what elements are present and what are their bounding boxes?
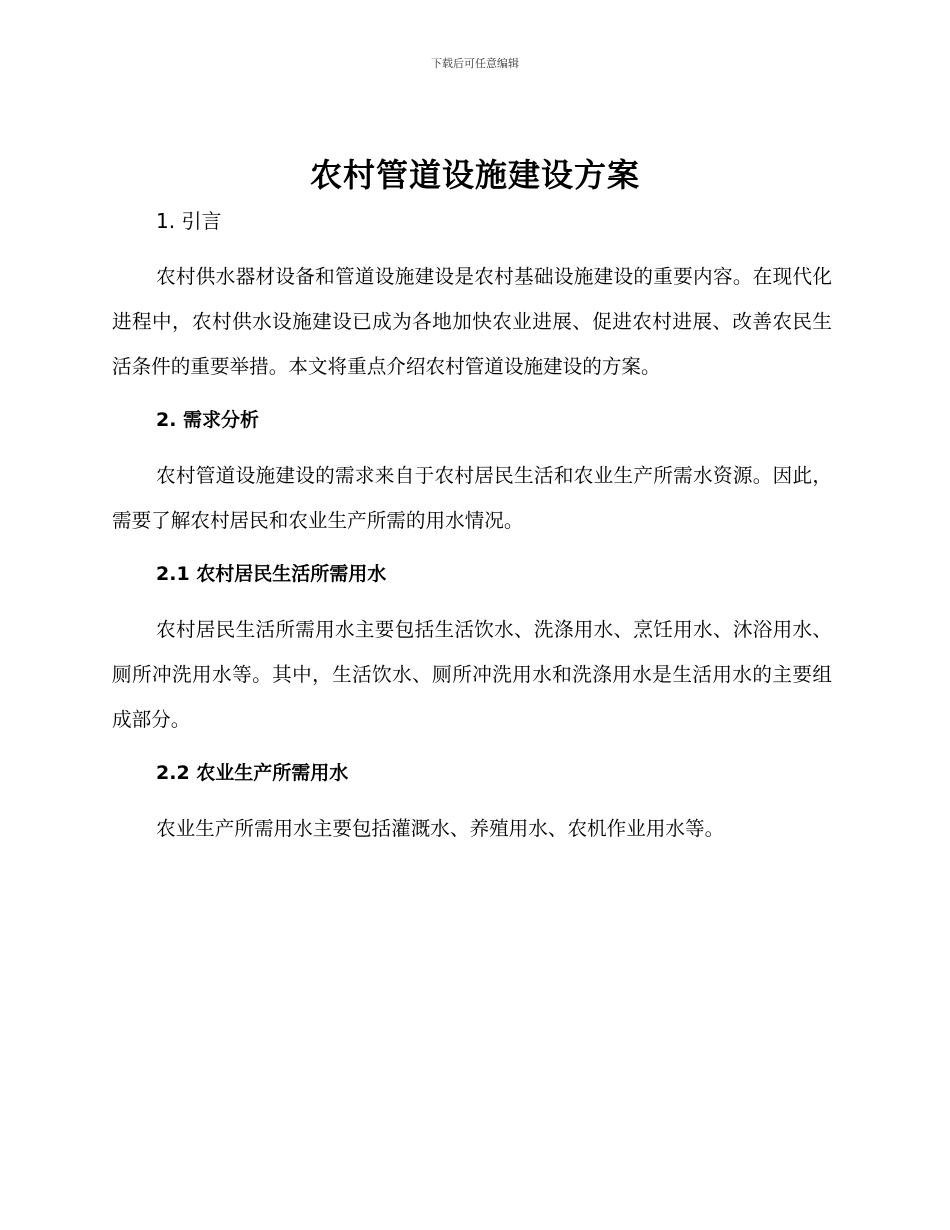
section-paragraph-residential-water: 农村居民生活所需用水主要包括生活饮水、洗涤用水、烹饪用水、沐浴用水、厕所冲洗用水等。其中，生活饮水、厕所冲洗用水和洗涤用水是生活用水的主要组成部分。 — [112, 618, 832, 731]
section-heading-introduction: 1. 引言 — [156, 209, 222, 233]
section-paragraph-agricultural-water: 农业生产所需用水主要包括灌溉水、养殖用水、农机作业用水等。 — [156, 817, 725, 840]
document-title: 农村管道设施建设方案 — [309, 156, 640, 194]
section-heading-residential-water: 2.1 农村居民生活所需用水 — [156, 563, 387, 585]
section-heading-demand-analysis: 2. 需求分析 — [156, 409, 260, 431]
section-heading-agricultural-water: 2.2 农业生产所需用水 — [156, 762, 349, 784]
document-body — [112, 202, 832, 863]
page-header-note: 下载后可任意编辑 — [431, 57, 519, 70]
section-paragraph-demand-analysis: 农村管道设施建设的需求来自于农村居民生活和农业生产所需水资源。因此，需要了解农村居民和农业生产所需的用水情况。 — [112, 464, 832, 532]
section-paragraph-introduction: 农村供水器材设备和管道设施建设是农村基础设施建设的重要内容。在现代化进程中，农村供水设施建设已成为各地加快农业进展、促进农村进展、改善农民生活条件的重要举措。本文将重点介绍农村管道设施建设的方案。 — [112, 265, 832, 378]
